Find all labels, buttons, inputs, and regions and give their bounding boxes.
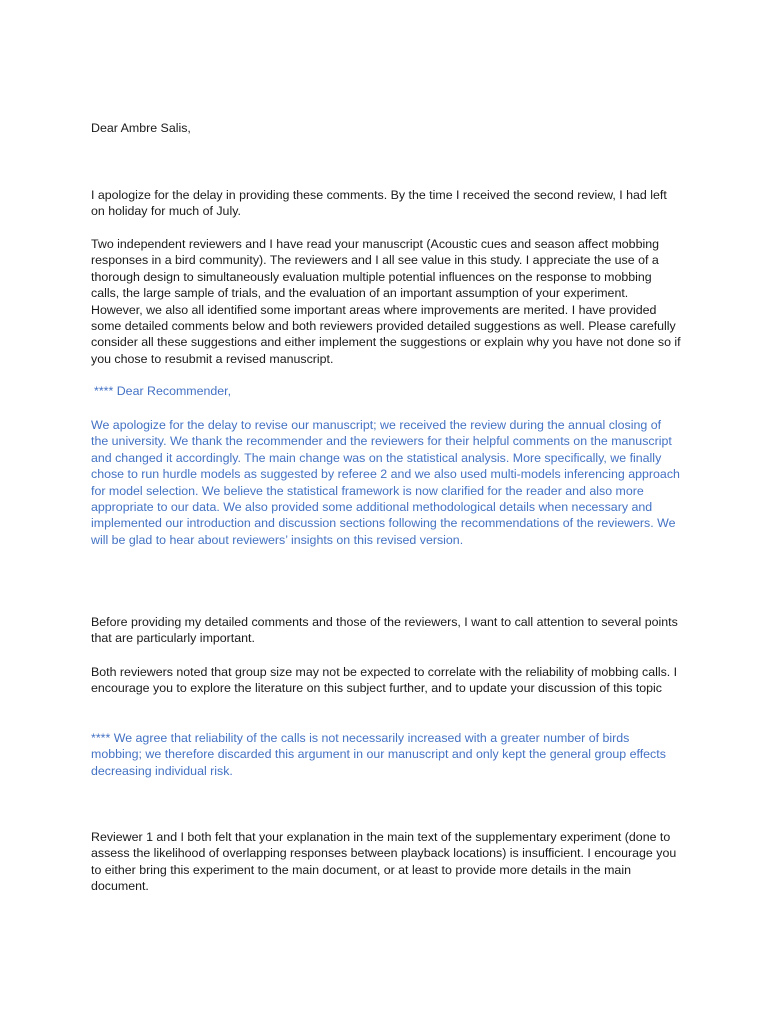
reply-intro-paragraph: We apologize for the delay to revise our manuscript; we received the review during the annual closing of the university. We thank the recommender and the reviewers for their helpful comments on the manuscript and changed it accordingly. The main change was on the statistical analysis. More specifically, we finally chose to run hurdle models as suggested by referee 2 and we also used multi-models inferencing approach for model selection. We believe the statistical framework is now clarified for the reader and also more appropriate to our data. We also provided some additional methodological details when necessary and implemented our introduction and discussion sections following the recommendations of the reviewers. We will be glad to hear about reviewers’ insights on this revised version. xyxy=(91,418,680,547)
apology-paragraph: I apologize for the delay in providing these comments. By the time I received the second review, I had left on holiday for much of July. xyxy=(91,188,667,219)
reply-group-size-paragraph: **** We agree that reliability of the calls is not necessarily increased with a greater number of birds mobbing; we therefore discarded this argument in our manuscript and only kept the general group effects decreasing individual risk. xyxy=(91,731,666,778)
points-intro-paragraph: Before providing my detailed comments and those of the reviewers, I want to call attention to several points that are particularly important. xyxy=(91,615,678,646)
reply-salutation: **** Dear Recommender, xyxy=(94,384,232,398)
salutation: Dear Ambre Salis, xyxy=(91,121,191,135)
group-size-paragraph: Both reviewers noted that group size may not be expected to correlate with the reliability of mobbing calls. I encourage you to explore the literature on this subject further, and to update your discussion of this topic xyxy=(91,665,678,696)
summary-paragraph: Two independent reviewers and I have read your manuscript (Acoustic cues and season affect mobbing responses in a bird community). The reviewers and I all see value in this study. I appreciate the use of a thorough design to simultaneously evaluation multiple potential influences on the response to mobbing calls, the large sample of trials, and the evaluation of an important assumption of your experiment. However, we also all identified some important areas where improvements are merited. I have provided some detailed comments below and both reviewers provided detailed suggestions as well. Please carefully consider all these suggestions and either implement the suggestions or explain why you have not done so if you chose to resubmit a revised manuscript. xyxy=(91,237,681,366)
supplementary-paragraph: Reviewer 1 and I both felt that your explanation in the main text of the supplementary experiment (done to assess the likelihood of overlapping responses between playback locations) is insufficient. I encourage you to either bring this experiment to the main document, or at least to provide more details in the main document. xyxy=(91,830,677,894)
